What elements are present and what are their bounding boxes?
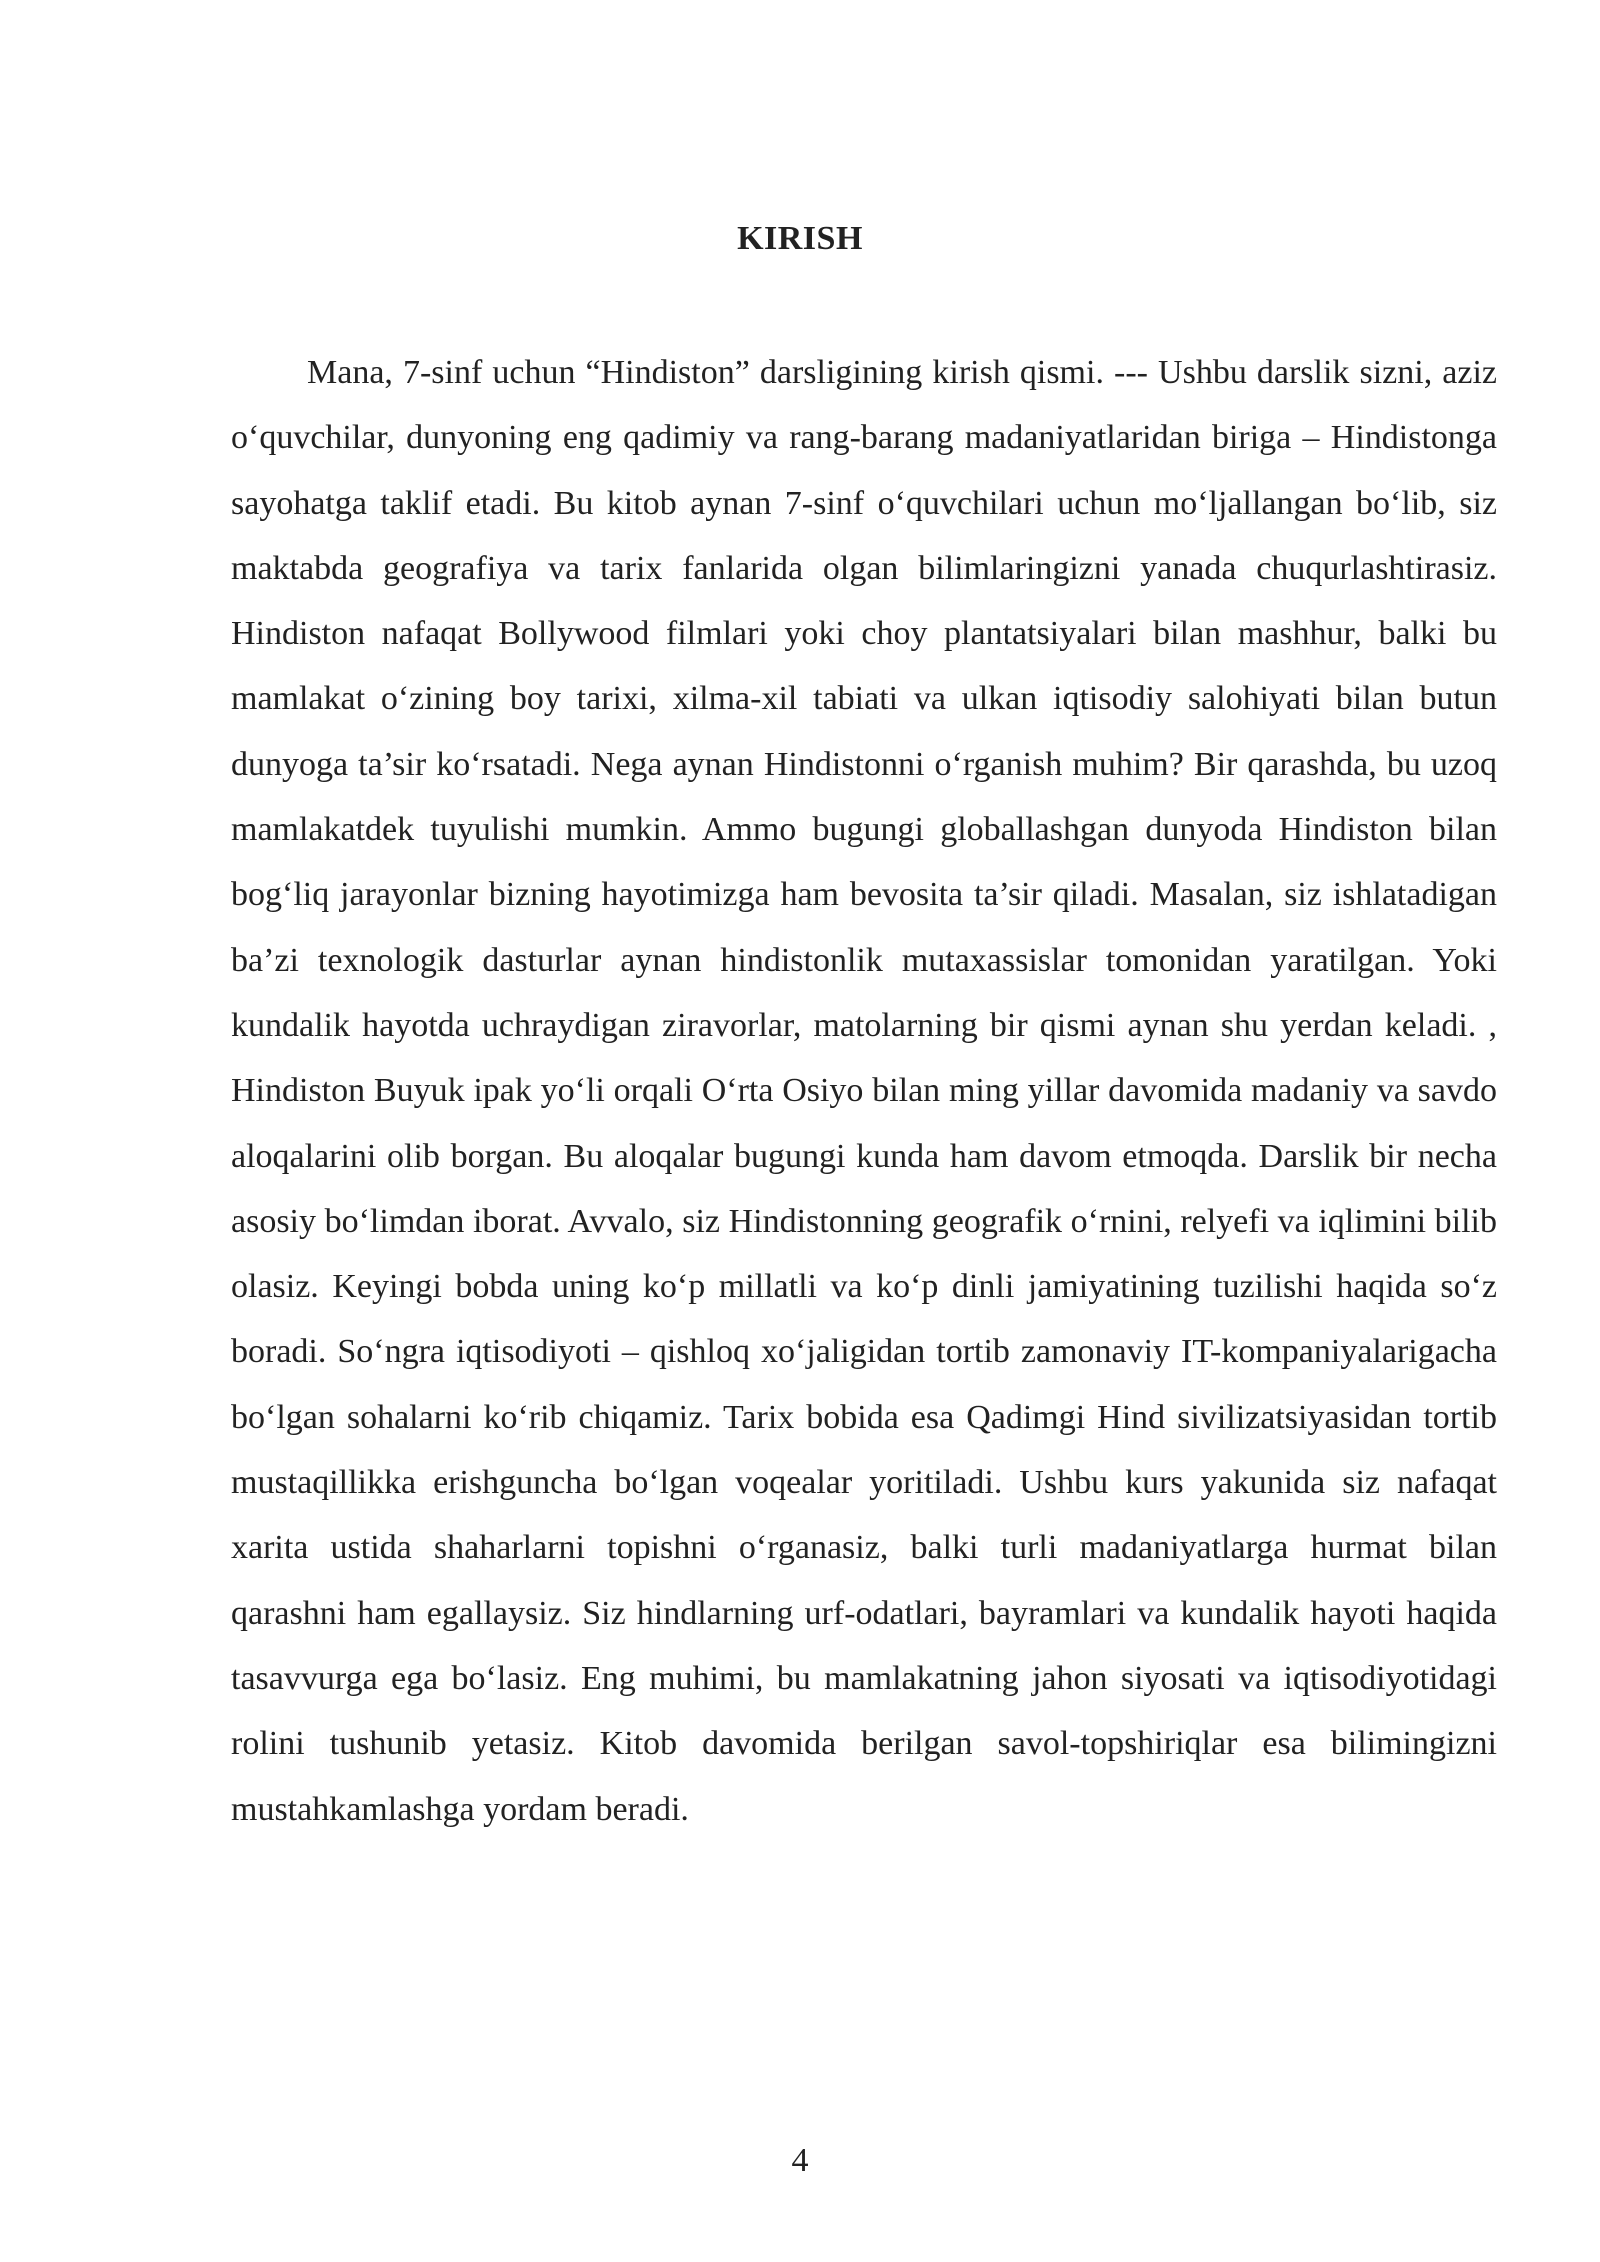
body-paragraph: Mana, 7-sinf uchun “Hindiston” darsligining kirish qismi. --- Ushbu darslik sizni, aziz o‘quvchilar, dunyoning eng qadimiy va rang-barang madaniyatlaridan biriga – Hindistonga sayohatga taklif etadi. Bu kitob aynan 7-sinf o‘quvchilari uchun mo‘ljallangan bo‘lib, siz maktabda geografiya va tarix fanlarida olgan bilimlaringizni yanada chuqurlashtirasiz. Hindiston nafaqat Bollywood filmlari yoki choy plantatsiyalari bilan mashhur, balki bu mamlakat o‘zining boy tarixi, xilma-xil tabiati va ulkan iqtisodiy salohiyati bilan butun dunyoga ta’sir ko‘rsatadi. Nega aynan Hindistonni o‘rganish muhim? Bir qarashda, bu uzoq mamlakatdek tuyulishi mumkin. Ammo bugungi globallashgan dunyoda Hindiston bilan bog‘liq jarayonlar bizning hayotimizga ham bevosita ta’sir qiladi. Masalan, siz ishlatadigan ba’zi texnologik dasturlar aynan hindistonlik mutaxassislar tomonidan yaratilgan. Yoki kundalik hayotda uchraydigan ziravorlar, matolarning bir qismi aynan shu yerdan keladi. , Hindiston Buyuk ipak yo‘li orqali O‘rta Osiyo bilan ming yillar davomida madaniy va savdo aloqalarini olib borgan. Bu aloqalar bugungi kunda ham davom etmoqda. Darslik bir necha asosiy bo‘limdan iborat. Avvalo, siz Hindistonning geografik o‘rnini, relyefi va iqlimini bilib olasiz. Keyingi bobda uning ko‘p millatli va ko‘p dinli jamiyatining tuzilishi haqida so‘z boradi. So‘ngra iqtisodiyoti – qishloq xo‘jaligidan tortib zamonaviy IT-kompaniyalarigacha bo‘lgan sohalarni ko‘rib chiqamiz. Tarix bobida esa Qadimgi Hind sivilizatsiyasidan tortib mustaqillikka erishguncha bo‘lgan voqealar yoritiladi. Ushbu kurs yakunida siz nafaqat xarita ustida shaharlarni topishni o‘rganasiz, balki turli madaniyatlarga hurmat bilan qarashni ham egallaysiz. Siz hindlarning urf-odatlari, bayramlari va kundalik hayoti haqida tasavvurga ega bo‘lasiz. Eng muhimi, bu mamlakatning jahon siyosati va iqtisodiyotidagi rolini tushunib yetasiz. Kitob davomida berilgan savol-topshiriqlar esa bilimingizni mustahkamlashga yordam beradi. (231, 354, 1497, 1828)
page-number: 4 (791, 2142, 809, 2179)
page-heading: KIRISH (737, 220, 863, 257)
